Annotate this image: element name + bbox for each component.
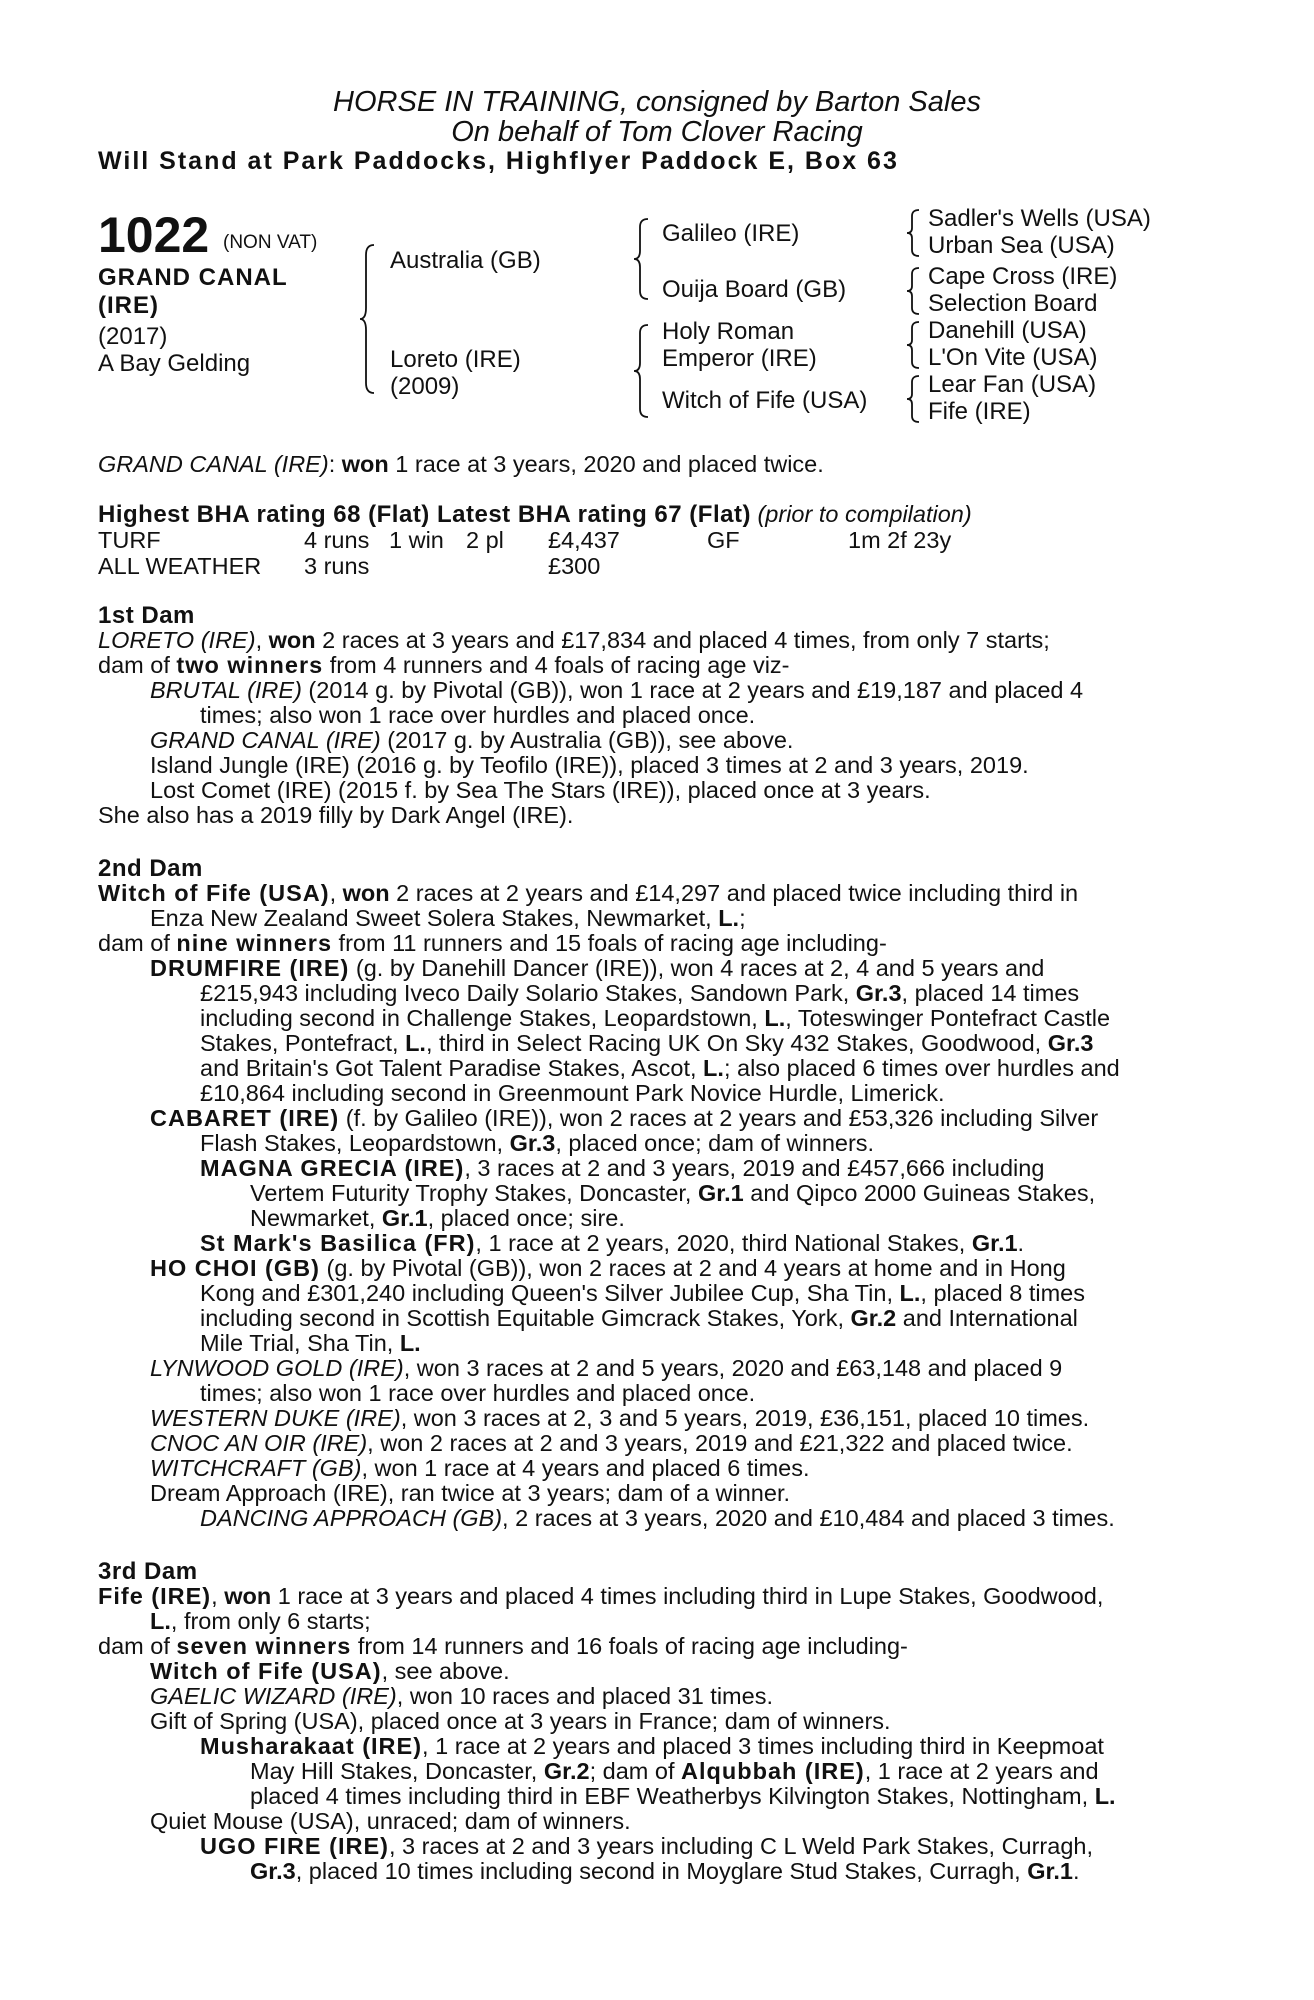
won-text: won [268, 627, 316, 653]
text: (g. by Pivotal (GB)), won 2 races at 2 and 4 years at home and in Hong [319, 1255, 1066, 1281]
pedigree-bracket-4 [908, 208, 924, 258]
produce-name: WITCHCRAFT (GB) [150, 1455, 362, 1481]
form-runs: 4 runs [304, 527, 370, 553]
text: , 1 race at 2 years and placed 3 times including third in Keepmoat [422, 1733, 1104, 1759]
text: 2 races at 2 years and £14,297 and placed twice including third in [389, 880, 1079, 906]
grandproduce-line [200, 1734, 1104, 1759]
winners-count: seven winners [176, 1633, 352, 1659]
pedigree-sire-dam: Ouija Board (GB) [662, 276, 847, 303]
text: and International [896, 1305, 1078, 1331]
ratings-text: Highest BHA rating 68 (Flat) Latest BHA rating 67 (Flat) [98, 501, 751, 528]
grade: Gr.1 [971, 1230, 1018, 1256]
text: ; dam of [589, 1758, 682, 1784]
second-dam-heading: 2nd Dam [98, 855, 203, 882]
produce-continuation: times; also won 1 race over hurdles and placed once. [200, 702, 756, 728]
produce-line [150, 728, 793, 753]
text: ; [739, 905, 746, 931]
produce-line [150, 1356, 1062, 1381]
produce-note: She also has a 2019 filly by Dark Angel (IRE). [98, 802, 574, 828]
form-surface: ALL WEATHER [98, 553, 262, 579]
text: ; also placed 6 times over hurdles and [723, 1055, 1120, 1081]
grade: L. [1094, 1783, 1116, 1809]
text: , see above. [381, 1658, 510, 1684]
grandproduce-line [200, 1834, 1093, 1859]
vat-status: (NON VAT) [223, 232, 318, 253]
produce-line [150, 1659, 510, 1684]
form-prize: £300 [548, 553, 601, 579]
text: 1 race at 3 years and placed 4 times including third in Lupe Stakes, Goodwood, [271, 1583, 1104, 1609]
produce-line: Gift of Spring (USA), placed once at 3 years in France; dam of winners. [150, 1708, 891, 1734]
text: dam of [98, 1633, 177, 1659]
text: . [1072, 1858, 1080, 1884]
grade: Gr.1 [698, 1180, 744, 1206]
text: , won 2 races at 2 and 3 years, 2019 and £21,322 and placed twice. [367, 1430, 1073, 1456]
text: , won 3 races at 2, 3 and 5 years, 2019, £36,151, placed 10 times. [400, 1405, 1090, 1431]
pedigree-dam-sire: Holy Roman [662, 318, 795, 345]
dam-produce-line [98, 931, 887, 956]
summary-colon: : [328, 451, 342, 477]
produce-line: Dream Approach (IRE), ran twice at 3 years; dam of a winner. [150, 1480, 790, 1506]
text: (f. by Galileo (IRE)), won 2 races at 2 years and £53,326 including Silver [339, 1105, 1099, 1131]
pedigree-dam-dam: Witch of Fife (USA) [662, 387, 868, 414]
produce-name: LYNWOOD GOLD (IRE) [150, 1355, 404, 1381]
grandproduce-line [200, 1231, 1024, 1256]
produce-continuation [200, 1031, 1093, 1056]
grade: L. [703, 1055, 724, 1081]
summary-won: won [341, 451, 389, 477]
ratings-line [98, 502, 1208, 527]
text: , [211, 1583, 225, 1609]
pedigree-dam: Loreto (IRE) [390, 346, 521, 373]
produce-line [150, 1431, 1073, 1456]
pedigree-bracket-5 [908, 266, 924, 316]
dam-continuation [150, 906, 746, 931]
location-line: Will Stand at Park Paddocks, Highflyer Paddock E, Box 63 [98, 147, 899, 175]
produce-continuation [200, 1006, 1110, 1031]
produce-name: GAELIC WIZARD (IRE) [150, 1683, 397, 1709]
produce-continuation [200, 981, 1079, 1006]
pedigree-sd-sire: Cape Cross (IRE) [928, 263, 1118, 290]
text: , 3 races at 2 and 3 years, 2019 and £457,666 including [464, 1155, 1045, 1181]
produce-name: MAGNA GRECIA (IRE) [200, 1155, 465, 1181]
grade: Gr.3 [855, 980, 902, 1006]
text: placed 4 times including third in EBF Weatherbys Kilvington Stakes, Nottingham, [250, 1783, 1095, 1809]
text: , placed once; dam of winners. [555, 1130, 875, 1156]
text: Mile Trial, Sha Tin, [200, 1330, 400, 1356]
produce-continuation [200, 1281, 1085, 1306]
race-summary [98, 452, 1208, 477]
grade: L. [899, 1280, 921, 1306]
produce-name: Alqubbah (IRE) [681, 1758, 865, 1784]
text: (g. by Danehill Dancer (IRE)), won 4 races at 2, 4 and 5 years and [349, 955, 1045, 981]
dam-line [98, 881, 1078, 906]
text: , won 10 races and placed 31 times. [396, 1683, 773, 1709]
horse-country: (IRE) [98, 292, 159, 319]
pedigree-sire: Australia (GB) [390, 247, 541, 274]
grade: Gr.3 [509, 1130, 556, 1156]
pedigree-dd-sire: Lear Fan (USA) [928, 371, 1097, 398]
grandproduce-continuation [250, 1206, 625, 1231]
text: 2 races at 3 years and £17,834 and placed 4 times, from only 7 starts; [315, 627, 1050, 653]
consignor-line: HORSE IN TRAINING, consigned by Barton Sales [333, 86, 981, 118]
won-text: won [224, 1583, 272, 1609]
text: £215,943 including Iveco Daily Solario Stakes, Sandown Park, [200, 980, 856, 1006]
produce-line [150, 1256, 1066, 1281]
horse-year: (2017) [98, 323, 168, 350]
text: Newmarket, [250, 1205, 382, 1231]
dam-name: LORETO (IRE) [98, 627, 256, 653]
grade: Gr.2 [850, 1305, 897, 1331]
text: Flash Stakes, Leopardstown, [200, 1130, 510, 1156]
produce-name: HO CHOI (GB) [150, 1255, 320, 1281]
grade: Gr.3 [1047, 1030, 1094, 1056]
grade: Gr.1 [381, 1205, 428, 1231]
grandproduce-continuation [250, 1181, 1095, 1206]
pedigree-dam-sire-2: Emperor (IRE) [662, 345, 817, 372]
produce-continuation [200, 1306, 1078, 1331]
grandproduce-continuation [250, 1784, 1116, 1809]
text: from 14 runners and 16 foals of racing age including- [351, 1633, 908, 1659]
produce-name: Musharakaat (IRE) [200, 1733, 423, 1759]
winners-count: two winners [176, 652, 324, 678]
produce-continuation [200, 1331, 421, 1356]
form-going: GF [707, 527, 740, 553]
produce-name: GRAND CANAL (IRE) [150, 727, 381, 753]
text: , 1 race at 2 years and [864, 1758, 1099, 1784]
text: Kong and £301,240 including Queen's Silver Jubilee Cup, Sha Tin, [200, 1280, 900, 1306]
produce-name: UGO FIRE (IRE) [200, 1833, 389, 1859]
text: (2014 g. by Pivotal (GB)), won 1 race at 2 years and £19,187 and placed 4 [301, 677, 1084, 703]
won-text: won [342, 880, 390, 906]
pedigree-bracket-7 [908, 374, 924, 424]
text: , third in Select Racing UK On Sky 432 Stakes, Goodwood, [425, 1030, 1048, 1056]
text: , 2 races at 3 years, 2020 and £10,484 and placed 3 times. [502, 1505, 1115, 1531]
text: Enza New Zealand Sweet Solera Stakes, Newmarket, [150, 905, 719, 931]
produce-line [150, 1106, 1098, 1131]
text: , 3 races at 2 and 3 years including C L Weld Park Stakes, Curragh, [388, 1833, 1094, 1859]
text: from 11 runners and 15 foals of racing age including- [332, 930, 887, 956]
pedigree-sd-dam: Selection Board [928, 290, 1098, 317]
first-dam-heading: 1st Dam [98, 602, 195, 629]
text: , from only 6 starts; [170, 1608, 371, 1634]
text: , won 3 races at 2 and 5 years, 2020 and £63,148 and placed 9 [403, 1355, 1063, 1381]
pedigree-dam-year: (2009) [390, 373, 460, 400]
pedigree-ds-dam: L'On Vite (USA) [928, 344, 1098, 371]
text: from 4 runners and 4 foals of racing age viz- [323, 652, 790, 678]
produce-continuation [200, 1056, 1120, 1081]
dam-produce-line [98, 1634, 908, 1659]
produce-line [150, 678, 1083, 703]
produce-continuation: times; also won 1 race over hurdles and placed once. [200, 1380, 756, 1406]
third-dam-heading: 3rd Dam [98, 1558, 198, 1585]
produce-name: BRUTAL (IRE) [150, 677, 302, 703]
grandproduce-continuation [250, 1759, 1099, 1784]
produce-line [150, 1684, 773, 1709]
text: , 1 race at 2 years, 2020, third National Stakes, [475, 1230, 972, 1256]
text: dam of [98, 930, 177, 956]
produce-line: Island Jungle (IRE) (2016 g. by Teofilo (IRE)), placed 3 times at 2 and 3 years, 2019. [150, 752, 1029, 778]
form-surface: TURF [98, 527, 161, 553]
grandproduce-line [200, 1506, 1115, 1531]
text: , placed 14 times [901, 980, 1080, 1006]
grade: L. [764, 1005, 786, 1031]
grade: Gr.2 [543, 1758, 590, 1784]
grade: Gr.1 [1027, 1858, 1073, 1884]
dam-produce-line [98, 653, 790, 678]
pedigree-bracket-6 [908, 320, 924, 370]
produce-line: Lost Comet (IRE) (2015 f. by Sea The Stars (IRE)), placed once at 3 years. [150, 777, 931, 803]
produce-line: Quiet Mouse (USA), unraced; dam of winners. [150, 1808, 631, 1834]
text: , placed 10 times including second in Moyglare Stud Stakes, Curragh, [295, 1858, 1028, 1884]
produce-line [150, 1406, 1089, 1431]
produce-name: St Mark's Basilica (FR) [200, 1230, 476, 1256]
behalf-line: On behalf of Tom Clover Racing [451, 116, 863, 148]
produce-continuation [200, 1131, 874, 1156]
text: , won 1 race at 4 years and placed 6 times. [361, 1455, 810, 1481]
grade: L. [399, 1330, 421, 1356]
pedigree-sire-sire: Galileo (IRE) [662, 220, 800, 247]
pedigree-ss-dam: Urban Sea (USA) [928, 232, 1115, 259]
text: dam of [98, 652, 177, 678]
text: , [329, 880, 343, 906]
grandproduce-line [200, 1156, 1044, 1181]
dam-name: Witch of Fife (USA) [98, 880, 330, 906]
produce-line [150, 956, 1044, 981]
grade: Gr.3 [250, 1858, 296, 1884]
form-runs: 3 runs [304, 553, 370, 579]
text: Stakes, Pontefract, [200, 1030, 406, 1056]
produce-line [150, 1456, 810, 1481]
form-wins: 1 win [389, 527, 444, 553]
produce-name: WESTERN DUKE (IRE) [150, 1405, 401, 1431]
text: , Toteswinger Pontefract Castle [785, 1005, 1111, 1031]
summary-horse: GRAND CANAL (IRE) [98, 451, 329, 477]
pedigree-dd-dam: Fife (IRE) [928, 398, 1031, 425]
produce-name: DANCING APPROACH (GB) [200, 1505, 503, 1531]
produce-name: DRUMFIRE (IRE) [150, 955, 350, 981]
produce-continuation: £10,864 including second in Greenmount Park Novice Hurdle, Limerick. [200, 1080, 945, 1106]
text: Vertem Futurity Trophy Stakes, Doncaster, [250, 1180, 698, 1206]
summary-rest: 1 race at 3 years, 2020 and placed twice. [388, 451, 824, 477]
produce-name: CABARET (IRE) [150, 1105, 340, 1131]
grade: L. [150, 1608, 171, 1634]
grade: L. [718, 905, 740, 931]
dam-line [98, 1584, 1103, 1609]
text: , [255, 627, 269, 653]
text: including second in Scottish Equitable Gimcrack Stakes, York, [200, 1305, 851, 1331]
grade: L. [405, 1030, 426, 1056]
text: , placed 8 times [920, 1280, 1085, 1306]
pedigree-ss-sire: Sadler's Wells (USA) [928, 205, 1151, 232]
winners-count: nine winners [176, 930, 333, 956]
text: including second in Challenge Stakes, Leopardstown, [200, 1005, 765, 1031]
pedigree-bracket-2 [636, 217, 656, 301]
lot-number: 1022 [98, 207, 210, 263]
ratings-note: (prior to compilation) [757, 501, 972, 527]
horse-name: GRAND CANAL [98, 264, 288, 291]
dam-continuation [150, 1609, 371, 1634]
text: May Hill Stakes, Doncaster, [250, 1758, 544, 1784]
grandproduce-continuation [250, 1859, 1080, 1884]
pedigree-ds-sire: Danehill (USA) [928, 317, 1087, 344]
dam-name: Fife (IRE) [98, 1583, 212, 1609]
text: and Qipco 2000 Guineas Stakes, [743, 1180, 1096, 1206]
horse-description: A Bay Gelding [98, 350, 251, 377]
form-distance: 1m 2f 23y [848, 527, 952, 553]
dam-line [98, 628, 1050, 653]
text: , placed once; sire. [427, 1205, 625, 1231]
form-placed: 2 pl [466, 527, 504, 553]
form-prize: £4,437 [548, 527, 620, 553]
pedigree-bracket-1 [362, 243, 382, 395]
text: and Britain's Got Talent Paradise Stakes, Ascot, [200, 1055, 704, 1081]
produce-name: Witch of Fife (USA) [150, 1658, 382, 1684]
text: (2017 g. by Australia (GB)), see above. [380, 727, 794, 753]
text: . [1017, 1230, 1025, 1256]
produce-name: CNOC AN OIR (IRE) [150, 1430, 368, 1456]
pedigree-bracket-3 [636, 323, 656, 419]
